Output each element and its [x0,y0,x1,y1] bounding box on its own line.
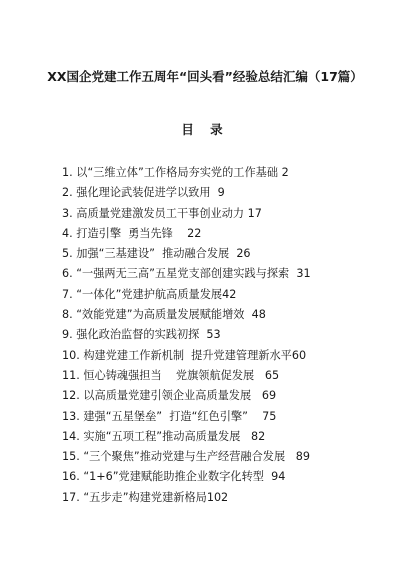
toc-entry-text: “一强两无三高”五星党支部创建实践与探索 31 [76,267,311,281]
toc-entry[interactable] [62,366,402,386]
toc-entry-text: “三个聚焦”推动党建与生产经营融合发展 89 [83,450,311,464]
toc-entry-number: 8. [62,308,73,322]
toc-heading: 目 录 [181,122,229,137]
toc-entry-text: 以“三维立体”工作格局夯实党的工作基础 2 [76,166,289,179]
toc-entry-number: 1. [62,166,73,179]
toc-entry-text: “1+6”党建赋能助推企业数字化转型 94 [83,470,286,484]
toc-entry-number: 2. [62,186,73,200]
table-of-contents [62,163,402,508]
toc-entry[interactable] [62,305,402,325]
toc-entry[interactable] [62,325,402,345]
toc-entry-number: 6. [62,267,73,281]
toc-entry-number: 7. [62,287,73,301]
toc-entry-text: 打造引擎 勇当先锋 22 [76,226,202,240]
toc-entry-number: 11. [62,368,80,382]
toc-entry-text: 构建党建工作新机制 提升党建管理新水平60 [83,348,307,362]
toc-entry[interactable] [62,264,402,284]
toc-entry-text: “五步走”构建党建新格局102 [83,490,229,504]
toc-entry[interactable] [62,467,402,487]
toc-entry-number: 10. [62,348,80,362]
toc-entry[interactable] [62,346,402,366]
toc-entry-number: 14. [62,429,80,443]
toc-entry-text: 建强“五星堡垒” 打造“红色引擎” 75 [83,409,277,423]
toc-entry[interactable] [62,285,402,305]
toc-entry-text: “效能党建”为高质量发展赋能增效 48 [76,308,266,322]
toc-entry-text: 高质量党建激发员工干事创业动力 17 [76,206,262,220]
toc-entry[interactable] [62,244,402,264]
toc-entry-text: 以高质量党建引领企业高质量发展 69 [83,389,277,403]
toc-entry-number: 4. [62,226,73,240]
toc-entry-number: 17. [62,490,80,504]
toc-entry[interactable] [62,386,402,406]
toc-entry-number: 12. [62,389,80,403]
toc-entry[interactable] [62,407,402,427]
document-title: XX国企党建工作五周年“回头看”经验总结汇编（17篇） [47,69,363,84]
toc-entry-number: 15. [62,450,80,464]
toc-entry-text: 实施“五项工程”推动高质量发展 82 [83,429,266,443]
toc-entry-text: 强化政治监督的实践初探 53 [76,328,221,342]
toc-entry[interactable] [62,163,402,183]
toc-entry[interactable] [62,447,402,467]
toc-entry-text: 恒心铸魂强担当 党旗领航促发展 65 [83,368,280,382]
toc-entry-number: 5. [62,247,73,261]
toc-entry-text: 加强“三基建设” 推动融合发展 26 [76,247,251,261]
toc-entry-text: “一体化”党建护航高质量发展42 [76,287,237,301]
toc-entry-number: 3. [62,206,73,220]
toc-entry[interactable] [62,204,402,224]
toc-entry[interactable] [62,488,402,508]
toc-entry[interactable] [62,427,402,447]
toc-entry-number: 16. [62,470,80,484]
toc-entry[interactable] [62,183,402,203]
toc-entry-text: 强化理论武装促进学以致用 9 [76,186,225,200]
toc-entry-number: 9. [62,328,73,342]
toc-entry[interactable] [62,224,402,244]
toc-entry-number: 13. [62,409,80,423]
